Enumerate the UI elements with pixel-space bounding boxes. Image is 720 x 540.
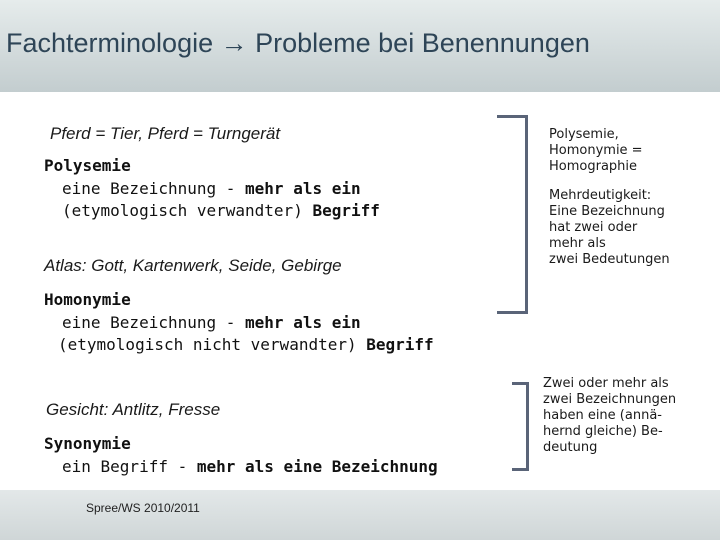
homonymie-definition-line2: (etymologisch nicht verwandter) Begriff: [58, 335, 434, 354]
footer-bar: [0, 490, 720, 540]
bracket-upper: [497, 115, 528, 314]
term-homonymie: Homonymie: [44, 290, 131, 309]
slide-title: Fachterminologie → Probleme bei Benennungen: [6, 28, 590, 58]
polysemie-definition-line2: (etymologisch verwandter) Begriff: [62, 201, 380, 220]
bracket-lower: [512, 382, 529, 471]
example-pferd: Pferd = Tier, Pferd = Turngerät: [50, 124, 281, 143]
note-mehrdeutigkeit: Mehrdeutigkeit: Eine Bezeichnung hat zwei oder mehr als zwei Bedeutungen: [549, 188, 670, 267]
footer-label: Spree/WS 2010/2011: [86, 501, 200, 515]
term-polysemie: Polysemie: [44, 156, 131, 175]
homonymie-definition-line1: eine Bezeichnung - mehr als ein: [62, 313, 361, 332]
note-polysemie-homonymie: Polysemie, Homonymie = Homographie: [549, 127, 643, 174]
polysemie-definition-line1: eine Bezeichnung - mehr als ein: [62, 179, 361, 198]
example-atlas: Atlas: Gott, Kartenwerk, Seide, Gebirge: [44, 256, 342, 275]
synonymie-definition: ein Begriff - mehr als eine Bezeichnung: [62, 457, 438, 476]
term-synonymie: Synonymie: [44, 434, 131, 453]
example-gesicht: Gesicht: Antlitz, Fresse: [46, 400, 221, 419]
note-synonymie: Zwei oder mehr als zwei Bezeichnungen haben eine (annä- hernd gleiche) Be- deutung: [543, 376, 677, 455]
